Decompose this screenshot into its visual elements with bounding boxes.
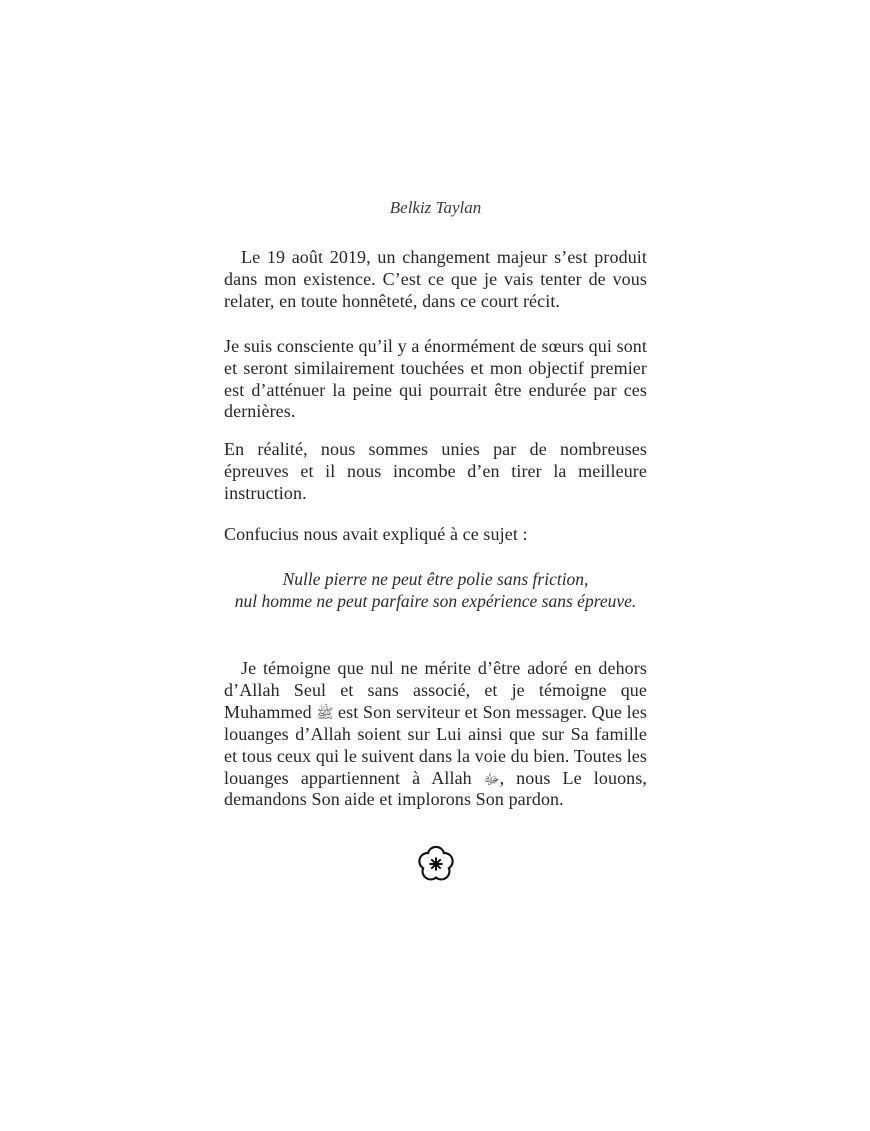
paragraph: Je suis consciente qu’il y a énormément de sœurs qui sont et seront similairement touchées et mon objectif premier est d’atténuer la peine qui pourrait être endurée par ces dernières. — [224, 335, 647, 422]
paragraph: Confucius nous avait expliqué à ce sujet : — [224, 524, 528, 545]
ornament-container — [224, 844, 647, 891]
flower-ornament-icon — [416, 844, 456, 886]
quote-line-2: nul homme ne peut parfaire son expérience sans épreuve. — [234, 590, 637, 611]
paragraph-testimony — [224, 658, 647, 811]
confucius-quote — [224, 568, 647, 612]
sallallahu-alayhi-wasallam-icon: ﷺ — [316, 706, 334, 722]
text-column — [224, 0, 647, 891]
testimony-text-part-1: Je témoigne que nul ne mérite d’être adoré en dehors d’Allah Seul et sans associé, et je témoigne que Muhammed — [224, 657, 647, 722]
running-header: Belkiz Taylan — [389, 198, 482, 217]
jalla-jalaluhu-icon: ﷻ — [483, 772, 500, 788]
testimony-text-part-3: , nous Le louons, demandons Son aide et implorons Son pardon. — [224, 767, 647, 810]
quote-line-1: Nulle pierre ne peut être polie sans friction, — [282, 568, 589, 589]
paragraph: Le 19 août 2019, un changement majeur s’est produit dans mon existence. C’est ce que je vais tenter de vous relater, en toute honnêteté, dans ce court récit. — [224, 247, 647, 311]
paragraph: En réalité, nous sommes unies par de nombreuses épreuves et il nous incombe d’en tirer la meilleure instruction. — [224, 439, 647, 504]
testimony-text-part-2: est Son serviteur et Son messager. Que les louanges d’Allah soient sur Lui ainsi que sur Sa famille et tous ceux qui le suivent dans la voie du bien. Toutes les louanges appartiennent à Allah — [224, 701, 647, 788]
